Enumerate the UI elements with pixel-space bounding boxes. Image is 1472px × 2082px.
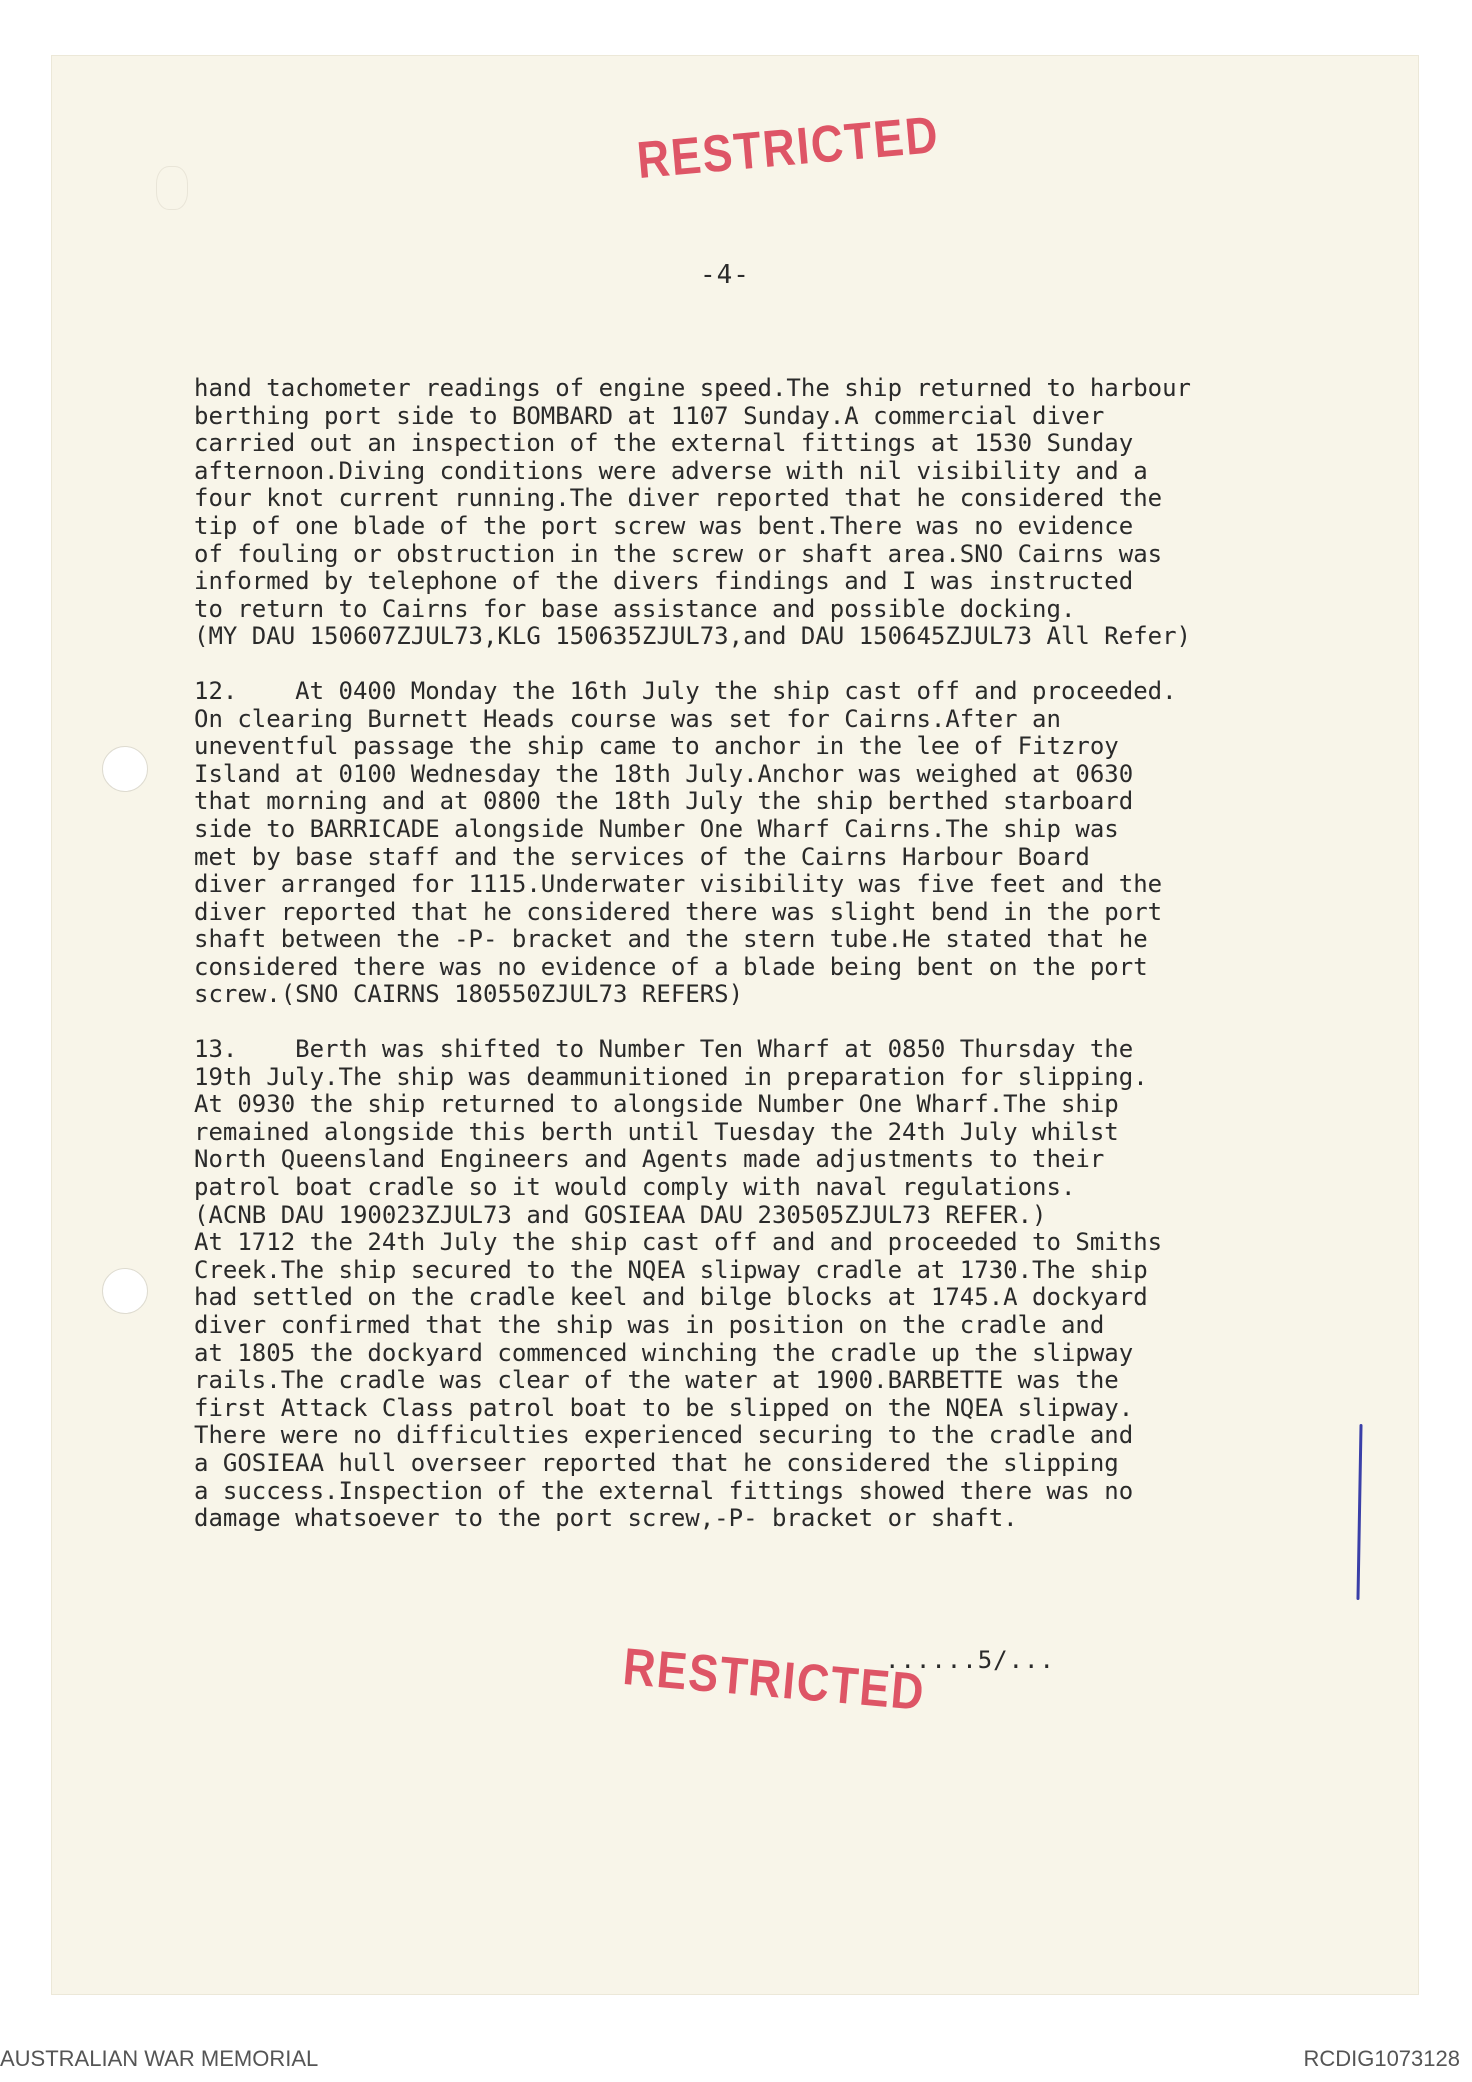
text-line: tip of one blade of the port screw was bent.There was no evidence: [194, 511, 1134, 540]
text-line: at 1805 the dockyard commenced winching the cradle up the slipway: [194, 1338, 1134, 1367]
continuation-marker: ......5/...: [885, 1646, 1055, 1674]
text-line: carried out an inspection of the external fittings at 1530 Sunday: [194, 429, 1134, 458]
text-line: diver reported that he considered there was slight bend in the port: [194, 897, 1163, 926]
text-line: (MY DAU 150607ZJUL73,KLG 150635ZJUL73,and DAU 150645ZJUL73 All Refer): [194, 622, 1191, 651]
text-line: shaft between the -P- bracket and the stern tube.He stated that he: [194, 925, 1148, 954]
restricted-stamp-top: RESTRICTED: [634, 105, 942, 191]
text-line: a GOSIEAA hull overseer reported that he considered the slipping: [194, 1448, 1119, 1477]
restricted-stamp-bottom: RESTRICTED: [620, 1637, 928, 1723]
text-line: At 0930 the ship returned to alongside Number One Wharf.The ship: [194, 1090, 1119, 1119]
paragraph-12: [194, 678, 1374, 1009]
text-line: 13. Berth was shifted to Number Ten Wharf at 0850 Thursday the: [194, 1035, 1134, 1064]
text-line: of fouling or obstruction in the screw or shaft area.SNO Cairns was: [194, 539, 1163, 568]
footer-reference-id: RCDIG1073128: [1303, 2046, 1460, 2071]
text-line: considered there was no evidence of a blade being bent on the port: [194, 952, 1148, 981]
text-line: remained alongside this berth until Tuesday the 24th July whilst: [194, 1117, 1119, 1146]
text-line: At 1712 the 24th July the ship cast off and and proceeded to Smiths: [194, 1228, 1163, 1257]
text-line: screw.(SNO CAIRNS 180550ZJUL73 REFERS): [194, 980, 744, 1009]
text-line: had settled on the cradle keel and bilge blocks at 1745.A dockyard: [194, 1283, 1148, 1312]
text-line: side to BARRICADE alongside Number One Wharf Cairns.The ship was: [194, 814, 1119, 843]
text-line: berthing port side to BOMBARD at 1107 Sunday.A commercial diver: [194, 401, 1105, 430]
punch-hole: [102, 1268, 148, 1314]
text-line: a success.Inspection of the external fittings showed there was no: [194, 1476, 1134, 1505]
paragraph-13: [194, 1036, 1374, 1533]
text-line: rails.The cradle was clear of the water at 1900.BARBETTE was the: [194, 1366, 1119, 1395]
text-line: informed by telephone of the divers findings and I was instructed: [194, 567, 1134, 596]
text-line: that morning and at 0800 the 18th July the ship berthed starboard: [194, 787, 1134, 816]
text-line: There were no difficulties experienced securing to the cradle and: [194, 1421, 1134, 1450]
text-line: hand tachometer readings of engine speed.The ship returned to harbour: [194, 374, 1191, 402]
text-line: diver arranged for 1115.Underwater visibility was five feet and the: [194, 870, 1163, 899]
text-line: 19th July.The ship was deammunitioned in preparation for slipping.: [194, 1062, 1148, 1091]
text-line: 12. At 0400 Monday the 16th July the ship cast off and proceeded.: [194, 676, 1177, 705]
text-line: Island at 0100 Wednesday the 18th July.Anchor was weighed at 0630: [194, 759, 1134, 788]
text-line: patrol boat cradle so it would comply with naval regulations.: [194, 1173, 1076, 1202]
text-line: Creek.The ship secured to the NQEA slipway cradle at 1730.The ship: [194, 1255, 1148, 1284]
text-line: damage whatsoever to the port screw,-P- bracket or shaft.: [194, 1504, 1018, 1533]
text-line: to return to Cairns for base assistance and possible docking.: [194, 594, 1076, 623]
document-body: [194, 375, 1374, 1533]
text-line: (ACNB DAU 190023ZJUL73 and GOSIEAA DAU 230505ZJUL73 REFER.): [194, 1200, 1047, 1229]
paragraph: [194, 375, 1374, 651]
text-line: first Attack Class patrol boat to be slipped on the NQEA slipway.: [194, 1393, 1134, 1422]
footer-source: AUSTRALIAN WAR MEMORIAL: [0, 2046, 319, 2071]
text-line: afternoon.Diving conditions were adverse with nil visibility and a: [194, 456, 1148, 485]
text-line: met by base staff and the services of the Cairns Harbour Board: [194, 842, 1090, 871]
text-line: uneventful passage the ship came to anchor in the lee of Fitzroy: [194, 732, 1119, 761]
text-line: diver confirmed that the ship was in position on the cradle and: [194, 1311, 1105, 1339]
text-line: On clearing Burnett Heads course was set for Cairns.After an: [194, 704, 1061, 733]
text-line: four knot current running.The diver reported that he considered the: [194, 484, 1163, 513]
embossed-seal-mark: [156, 166, 188, 210]
text-line: North Queensland Engineers and Agents made adjustments to their: [194, 1145, 1105, 1174]
page-number: -4-: [700, 260, 750, 290]
punch-hole: [102, 746, 148, 792]
